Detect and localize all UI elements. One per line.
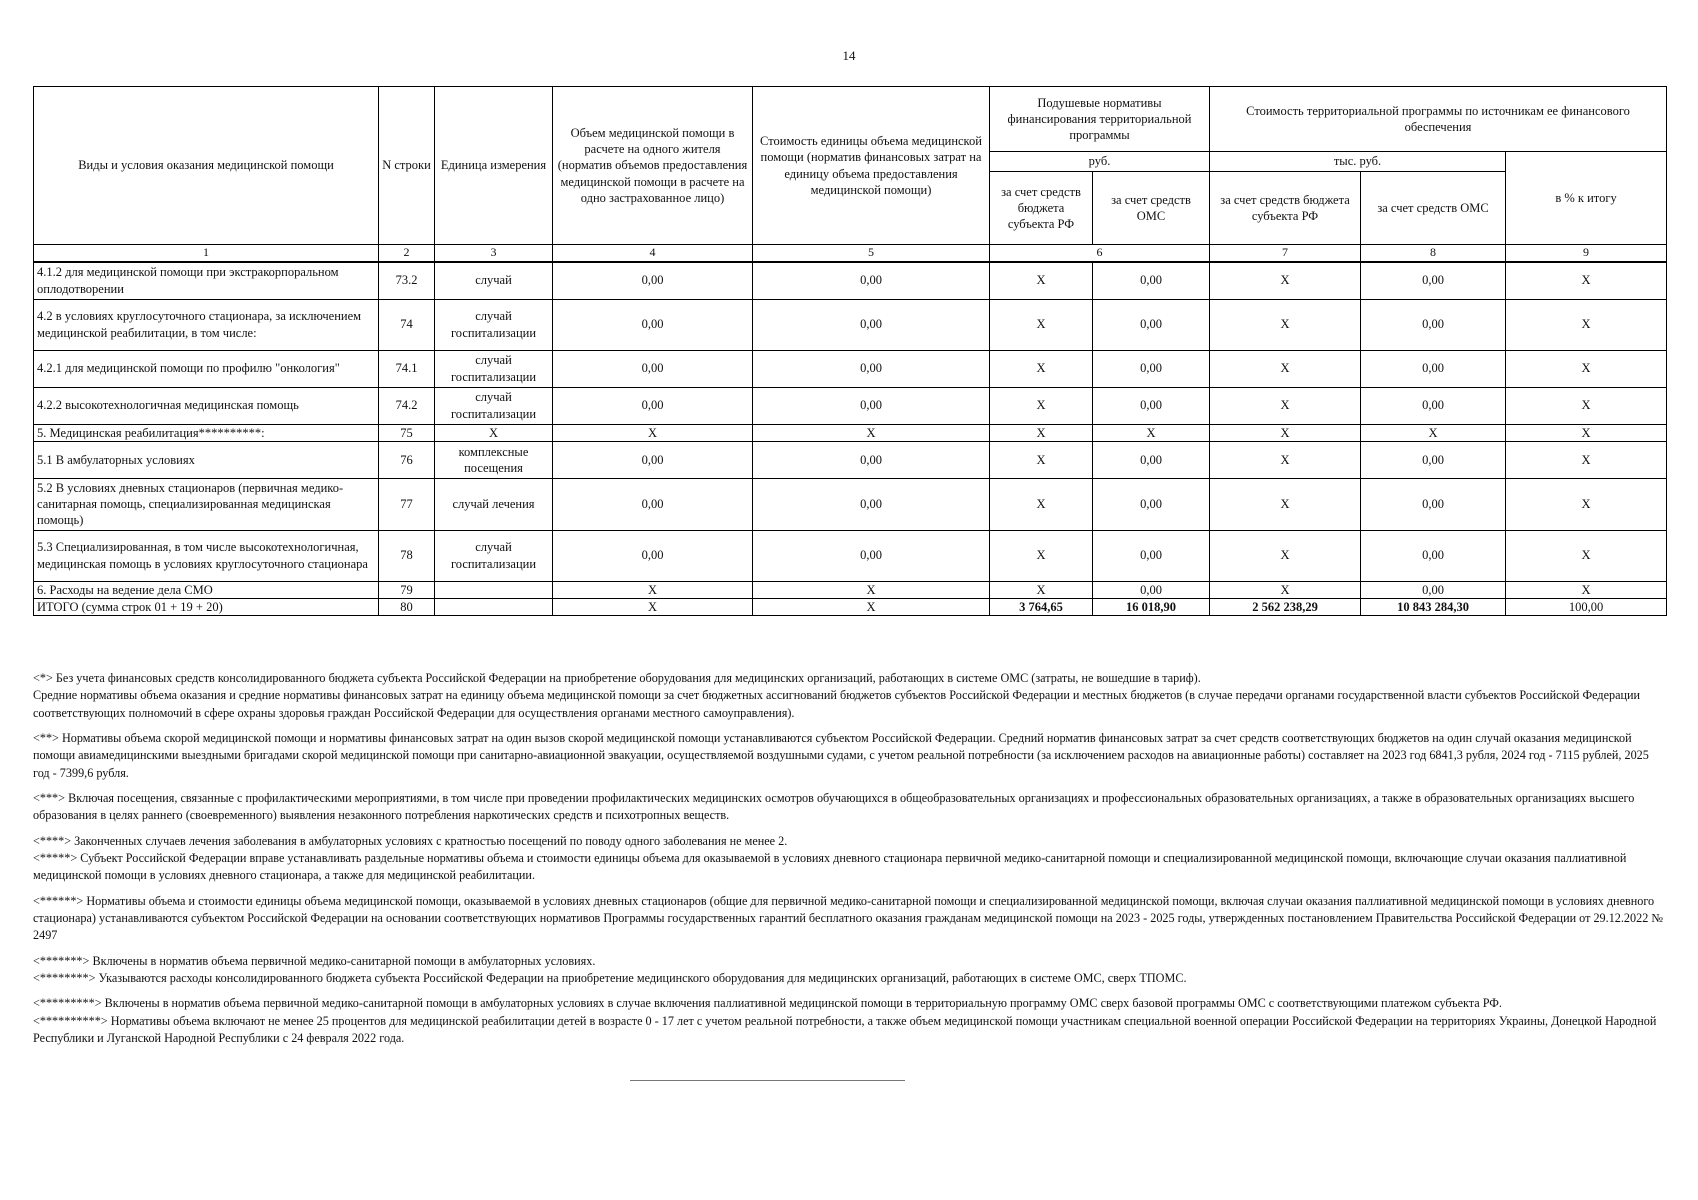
- row-oms: 0,00: [1093, 530, 1210, 581]
- row-cost: 0,00: [753, 350, 990, 387]
- table-row: [34, 387, 1667, 424]
- column-numbers-row: [34, 245, 1667, 262]
- row-unit: случай госпитализации: [435, 350, 553, 387]
- table-row: [34, 441, 1667, 478]
- row-volume: 0,00: [553, 387, 753, 424]
- row-number: 74.2: [379, 387, 435, 424]
- row-number: 80: [379, 598, 435, 615]
- header-oms-2: за счет средств ОМС: [1361, 172, 1506, 245]
- row-percent: X: [1506, 299, 1667, 350]
- row-cost: X: [753, 581, 990, 598]
- row-unit: случай госпитализации: [435, 387, 553, 424]
- header-oms: за счет средств ОМС: [1093, 172, 1210, 245]
- row-budget-rf: 3 764,65: [990, 598, 1093, 615]
- row-volume: 0,00: [553, 441, 753, 478]
- header-rub: руб.: [990, 152, 1210, 172]
- row-oms: 0,00: [1093, 478, 1210, 530]
- row-name: 5. Медицинская реабилитация**********:: [34, 424, 379, 441]
- row-cost: X: [753, 424, 990, 441]
- header-percent: в % к итогу: [1506, 152, 1667, 245]
- row-cost: 0,00: [753, 478, 990, 530]
- row-budget-rf-2: 2 562 238,29: [1210, 598, 1361, 615]
- row-percent: X: [1506, 581, 1667, 598]
- row-oms: 0,00: [1093, 262, 1210, 300]
- row-budget-rf: X: [990, 581, 1093, 598]
- row-volume: 0,00: [553, 262, 753, 300]
- footnote: <********> Указываются расходы консолидированного бюджета субъекта Российской Федерации на приобретение медицинского оборудования для медицинских организаций, работающих в системе ОМС, сверх ТПОМС.: [33, 970, 1187, 985]
- row-volume: X: [553, 424, 753, 441]
- row-cost: X: [753, 598, 990, 615]
- footnote: <**********> Нормативы объема включают не менее 25 процентов для медицинской реабилитации детей в возрасте 0 - 17 лет с учетом реальной потребности, а также объем медицинской помощи участникам специальной военной операции Российской Федерации на территориях Украины, Донецкой Народной Республики и Луганской Народной Республики с 24 февраля 2022 года.: [33, 1013, 1657, 1045]
- row-volume: X: [553, 598, 753, 615]
- row-cost: 0,00: [753, 387, 990, 424]
- row-oms-2: 0,00: [1361, 581, 1506, 598]
- table-row: [34, 262, 1667, 300]
- table-row: [34, 530, 1667, 581]
- col-number: 7: [1210, 245, 1361, 262]
- row-number: 74.1: [379, 350, 435, 387]
- row-oms: 0,00: [1093, 387, 1210, 424]
- header-name: Виды и условия оказания медицинской помощи: [34, 87, 379, 245]
- row-name: ИТОГО (сумма строк 01 + 19 + 20): [34, 598, 379, 615]
- row-name: 4.1.2 для медицинской помощи при экстракорпоральном оплодотворении: [34, 262, 379, 300]
- row-oms-2: 0,00: [1361, 387, 1506, 424]
- row-volume: 0,00: [553, 478, 753, 530]
- row-budget-rf-2: X: [1210, 478, 1361, 530]
- header-budget-rf: за счет средств бюджета субъекта РФ: [990, 172, 1093, 245]
- page-number: 14: [842, 48, 856, 63]
- row-budget-rf: X: [990, 441, 1093, 478]
- row-percent: X: [1506, 350, 1667, 387]
- table-header: [34, 87, 1667, 262]
- row-name: 4.2.2 высокотехнологичная медицинская помощь: [34, 387, 379, 424]
- row-volume: 0,00: [553, 299, 753, 350]
- footnote: <*> Без учета финансовых средств консолидированного бюджета субъекта Российской Федерации на приобретение оборудования для медицинских организаций, работающих в системе ОМС (затраты, не вошедшие в тариф).: [33, 671, 1201, 685]
- row-budget-rf: X: [990, 424, 1093, 441]
- col-number: 2: [379, 245, 435, 262]
- row-unit: случай лечения: [435, 478, 553, 530]
- row-unit: случай: [435, 262, 553, 300]
- row-oms-2: 0,00: [1361, 478, 1506, 530]
- table-row: [34, 350, 1667, 387]
- col-number: 1: [34, 245, 379, 262]
- row-oms-2: 0,00: [1361, 299, 1506, 350]
- row-budget-rf-2: X: [1210, 581, 1361, 598]
- row-number: 78: [379, 530, 435, 581]
- row-unit: X: [435, 424, 553, 441]
- row-number: 74: [379, 299, 435, 350]
- row-number: 73.2: [379, 262, 435, 300]
- header-cost: Стоимость единицы объема медицинской помощи (норматив финансовых затрат на единицу объема предоставления медицинской помощи): [753, 87, 990, 245]
- row-volume: 0,00: [553, 350, 753, 387]
- footnote: <****> Законченных случаев лечения заболевания в амбулаторных условиях с кратностью посещений по поводу одного заболевания не менее 2.: [33, 833, 788, 848]
- row-oms: 0,00: [1093, 581, 1210, 598]
- footnote: <**> Нормативы объема скорой медицинской помощи и нормативы финансовых затрат на один вызов скорой медицинской помощи устанавливаются субъектом Российской Федерации. Средний норматив финансовых затрат за счет средств соответствующих бюджетов на один случай оказания медицинской помощи авиамедицинскими выездными бригадами скорой медицинской помощи при санитарно-авиационной эвакуации, осуществляемой воздушными судами, с учетом реальной потребности (за исключением расходов на авиационные работы) составляет на 2023 год 6841,3 рубля, 2024 год - 7115 рублей, 2025 год - 7399,6 рубля.: [33, 730, 1649, 780]
- row-number: 76: [379, 441, 435, 478]
- row-budget-rf: X: [990, 387, 1093, 424]
- footnote: <*******> Включены в норматив объема первичной медико-санитарной помощи в амбулаторных условиях.: [33, 953, 596, 968]
- header-per-capita: Подушевые нормативы финансирования территориальной программы: [990, 87, 1210, 152]
- row-oms: X: [1093, 424, 1210, 441]
- header-unit: Единица измерения: [435, 87, 553, 245]
- row-cost: 0,00: [753, 299, 990, 350]
- row-oms-2: 0,00: [1361, 530, 1506, 581]
- table-row: [34, 581, 1667, 598]
- row-oms: 0,00: [1093, 299, 1210, 350]
- row-number: 75: [379, 424, 435, 441]
- row-percent: X: [1506, 387, 1667, 424]
- row-name: 4.2.1 для медицинской помощи по профилю "онкология": [34, 350, 379, 387]
- row-unit: комплексные посещения: [435, 441, 553, 478]
- row-oms: 16 018,90: [1093, 598, 1210, 615]
- row-number: 79: [379, 581, 435, 598]
- financing-table: [33, 86, 1667, 616]
- table-row-total: [34, 598, 1667, 615]
- row-budget-rf: X: [990, 262, 1093, 300]
- row-percent: X: [1506, 441, 1667, 478]
- row-unit: [435, 598, 553, 615]
- row-percent: X: [1506, 424, 1667, 441]
- col-number: 4: [553, 245, 753, 262]
- row-name: 6. Расходы на ведение дела СМО: [34, 581, 379, 598]
- table-row: [34, 478, 1667, 530]
- row-budget-rf: X: [990, 299, 1093, 350]
- row-budget-rf: X: [990, 530, 1093, 581]
- row-budget-rf-2: X: [1210, 441, 1361, 478]
- footnote: <*********> Включены в норматив объема первичной медико-санитарной помощи в амбулаторных условиях в случае включения паллиативной медицинской помощи в территориальную программу ОМС сверх базовой программы ОМС с соответствующими платежом субъекта РФ.: [33, 996, 1502, 1011]
- row-oms-2: 10 843 284,30: [1361, 598, 1506, 615]
- footnote: <*****> Субъект Российской Федерации вправе устанавливать раздельные нормативы объема и стоимости единицы объема для оказываемой в условиях дневного стационара первичной медико-санитарной помощи и специализированной медицинской помощи, включающие случаи оказания паллиативной медицинской помощи в условиях дневного стационара, а также для медицинской реабилитации.: [33, 850, 1627, 883]
- col-number: 9: [1506, 245, 1667, 262]
- separator-line: [630, 1080, 905, 1081]
- row-unit: случай госпитализации: [435, 299, 553, 350]
- row-percent: X: [1506, 262, 1667, 300]
- header-budget-rf-2: за счет средств бюджета субъекта РФ: [1210, 172, 1361, 245]
- row-name: 5.3 Специализированная, в том числе высокотехнологичная, медицинская помощь в условиях круглосуточного стационара: [34, 530, 379, 581]
- row-volume: X: [553, 581, 753, 598]
- footnotes: [33, 670, 1668, 1047]
- col-number: 5: [753, 245, 990, 262]
- header-line-no: N строки: [379, 87, 435, 245]
- header-volume: Объем медицинской помощи в расчете на одного жителя (норматив объемов предоставления медицинской помощи в расчете на одно застрахованное лицо): [553, 87, 753, 245]
- row-volume: 0,00: [553, 530, 753, 581]
- row-name: 4.2 в условиях круглосуточного стационара, за исключением медицинской реабилитации, в том числе:: [34, 299, 379, 350]
- row-oms: 0,00: [1093, 350, 1210, 387]
- table-row: [34, 299, 1667, 350]
- row-name: 5.2 В условиях дневных стационаров (первичная медико-санитарная помощь, специализированная медицинская помощь): [34, 478, 379, 530]
- row-budget-rf-2: X: [1210, 299, 1361, 350]
- row-oms-2: 0,00: [1361, 441, 1506, 478]
- row-budget-rf-2: X: [1210, 387, 1361, 424]
- footnote: Средние нормативы объема оказания и средние нормативы финансовых затрат на единицу объема медицинской помощи за счет бюджетных ассигнований бюджетов субъектов Российской Федерации и местных бюджетов (в случае передачи органами государственной власти субъектов Российской Федерации соответствующих полномочий в сфере охраны здоровья граждан Российской Федерации для осуществления органами местного самоуправления).: [33, 688, 1641, 720]
- col-number: 3: [435, 245, 553, 262]
- col-number: 8: [1361, 245, 1506, 262]
- row-name: 5.1 В амбулаторных условиях: [34, 441, 379, 478]
- col-number: 6: [990, 245, 1210, 262]
- row-unit: случай госпитализации: [435, 530, 553, 581]
- row-percent: X: [1506, 478, 1667, 530]
- row-cost: 0,00: [753, 530, 990, 581]
- header-thousand-rub: тыс. руб.: [1210, 152, 1506, 172]
- row-budget-rf: X: [990, 350, 1093, 387]
- row-budget-rf-2: X: [1210, 424, 1361, 441]
- row-budget-rf-2: X: [1210, 262, 1361, 300]
- table-row: [34, 424, 1667, 441]
- row-budget-rf: X: [990, 478, 1093, 530]
- row-unit: [435, 581, 553, 598]
- row-oms: 0,00: [1093, 441, 1210, 478]
- row-oms-2: X: [1361, 424, 1506, 441]
- footnote: <******> Нормативы объема и стоимости единицы объема медицинской помощи, оказываемой в условиях дневных стационаров (общие для первичной медико-санитарной помощи и специализированной медицинской помощи, включая случаи оказания паллиативной медицинской помощи в условиях дневного стационара) устанавливаются субъектом Российской Федерации на основании соответствующих нормативов Программы государственных гарантий бесплатного оказания гражданам медицинской помощи на 2023 - 2025 годы, утвержденных постановлением Правительства Российской Федерации от 29.12.2022 № 2497: [33, 893, 1663, 943]
- financing-table-wrapper: [33, 86, 1666, 616]
- row-budget-rf-2: X: [1210, 350, 1361, 387]
- row-budget-rf-2: X: [1210, 530, 1361, 581]
- row-cost: 0,00: [753, 441, 990, 478]
- header-program-cost: Стоимость территориальной программы по источникам ее финансового обеспечения: [1210, 87, 1667, 152]
- row-oms-2: 0,00: [1361, 262, 1506, 300]
- row-number: 77: [379, 478, 435, 530]
- row-cost: 0,00: [753, 262, 990, 300]
- table-body: [34, 262, 1667, 616]
- row-percent: X: [1506, 530, 1667, 581]
- row-oms-2: 0,00: [1361, 350, 1506, 387]
- footnote: <***> Включая посещения, связанные с профилактическими мероприятиями, в том числе при проведении профилактических медицинских осмотров обучающихся в общеобразовательных организациях и профессиональных образовательных организациях, а также в образовательных организациях высшего образования в целях раннего (своевременного) выявления незаконного потребления наркотических средств и психотропных веществ.: [33, 790, 1635, 823]
- row-percent: 100,00: [1506, 598, 1667, 615]
